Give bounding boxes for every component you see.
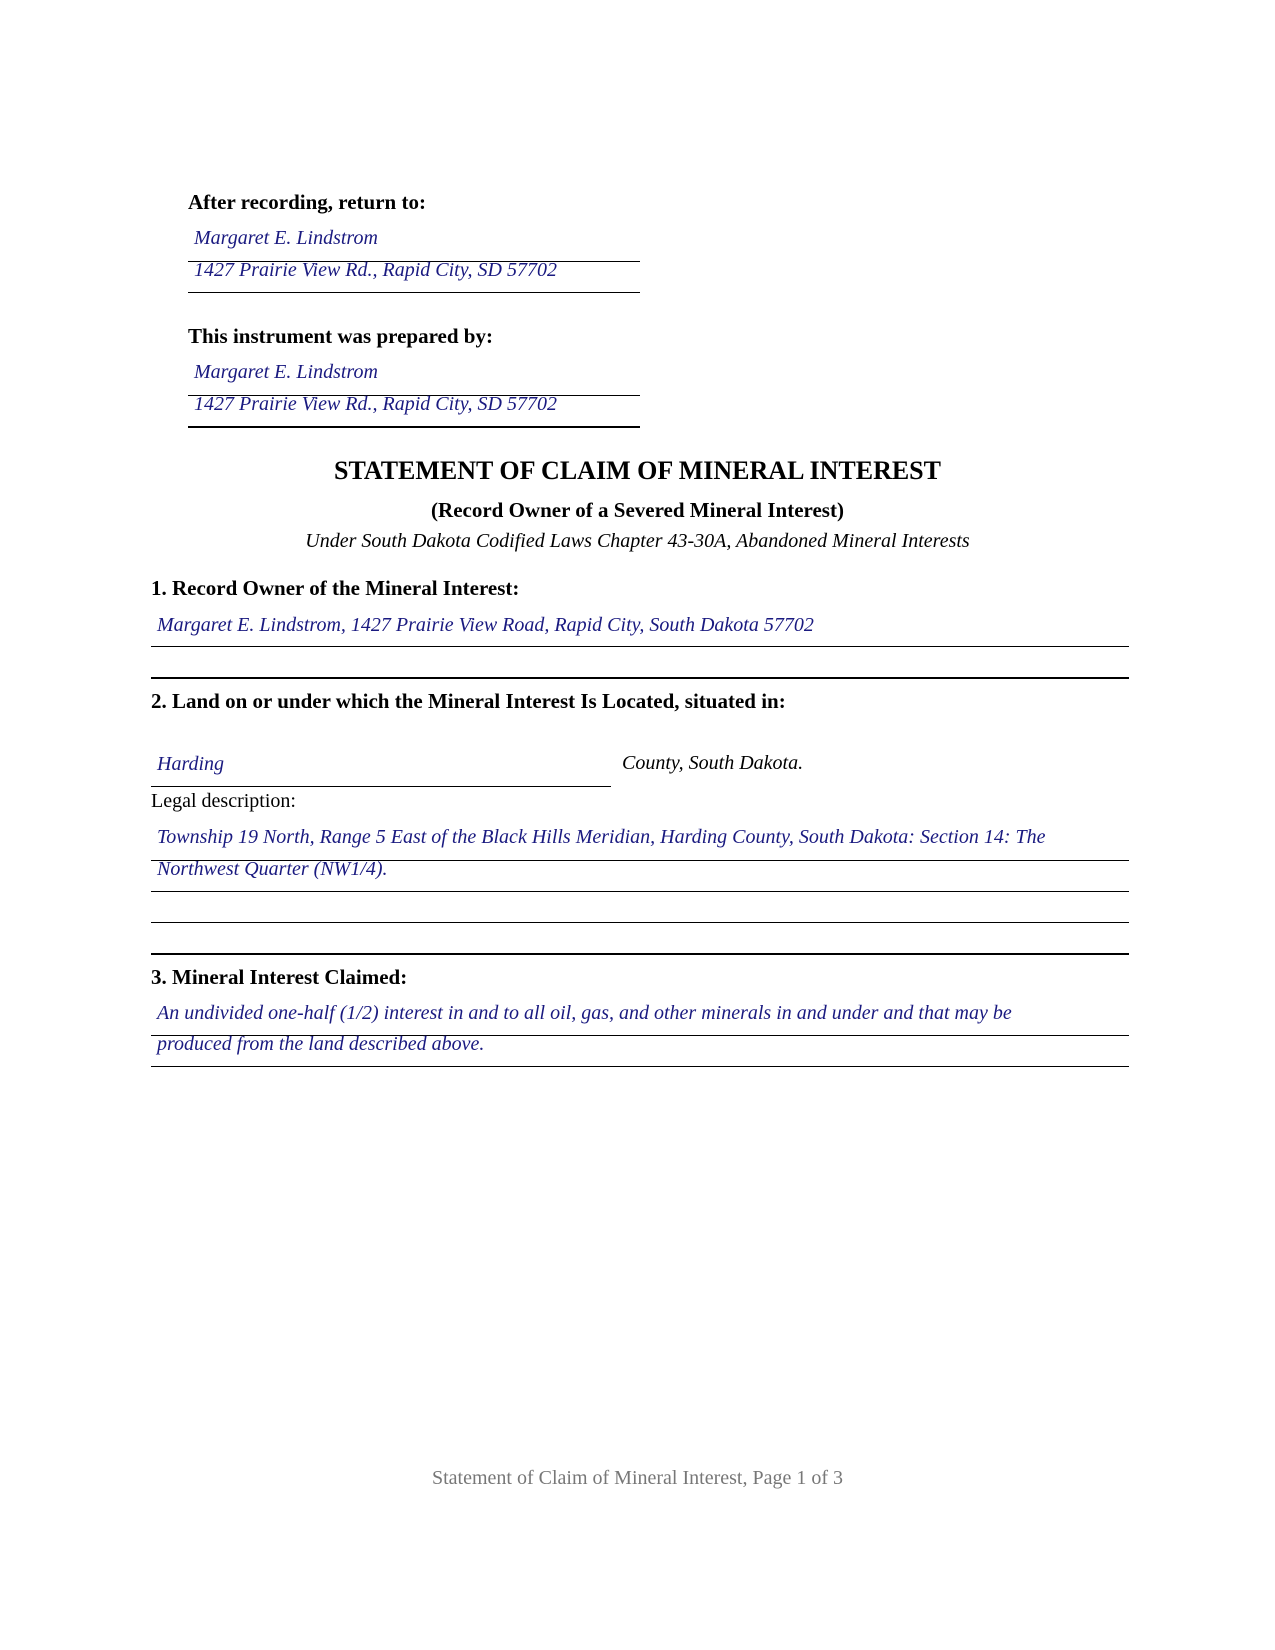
return-to-address-field[interactable]: 1427 Prairie View Rd., Rapid City, SD 57702 [194,259,557,281]
legal-description-label: Legal description: [151,790,296,812]
document-subtitle: (Record Owner of a Severed Mineral Interest) [431,498,844,522]
record-owner-line-1 [151,646,1129,647]
section-2-label: 2. Land on or under which the Mineral Interest Is Located, situated in: [151,689,786,713]
legal-description-line-1[interactable]: Township 19 North, Range 5 East of the Black Hills Meridian, Harding County, South Dakota: Section 14: The [157,826,1046,848]
legal-description-line-2[interactable]: Northwest Quarter (NW1/4). [157,858,388,880]
county-line [151,786,611,787]
return-to-label: After recording, return to: [188,190,426,214]
prepared-by-name-field[interactable]: Margaret E. Lindstrom [194,361,378,383]
page-footer: Statement of Claim of Mineral Interest, Page 1 of 3 [431,1467,843,1489]
record-owner-field[interactable]: Margaret E. Lindstrom, 1427 Prairie View Road, Rapid City, South Dakota 57702 [157,614,814,636]
county-suffix: County, South Dakota. [622,752,804,774]
prepared-by-address-line [188,426,640,428]
return-to-address-line [188,292,640,293]
legal-description-rule-3 [151,922,1129,923]
legal-description-rule-4 [151,953,1129,955]
record-owner-line-2 [151,677,1129,679]
return-to-name-field[interactable]: Margaret E. Lindstrom [194,227,378,249]
county-field[interactable]: Harding [157,753,225,775]
document-title: STATEMENT OF CLAIM OF MINERAL INTEREST [333,456,941,485]
prepared-by-address-field[interactable]: 1427 Prairie View Rd., Rapid City, SD 57702 [194,393,557,415]
statutory-authority: Under South Dakota Codified Laws Chapter 43-30A, Abandoned Mineral Interests [305,530,970,552]
section-1-label: 1. Record Owner of the Mineral Interest: [151,576,520,600]
legal-description-rule-2 [151,891,1129,892]
mineral-interest-line-1[interactable]: An undivided one-half (1/2) interest in and to all oil, gas, and other minerals in and under and that may be [157,1002,1012,1024]
mineral-interest-rule-2 [151,1066,1129,1067]
mineral-interest-line-2[interactable]: produced from the land described above. [157,1033,485,1055]
prepared-by-label: This instrument was prepared by: [188,324,493,348]
section-3-label: 3. Mineral Interest Claimed: [151,965,408,989]
